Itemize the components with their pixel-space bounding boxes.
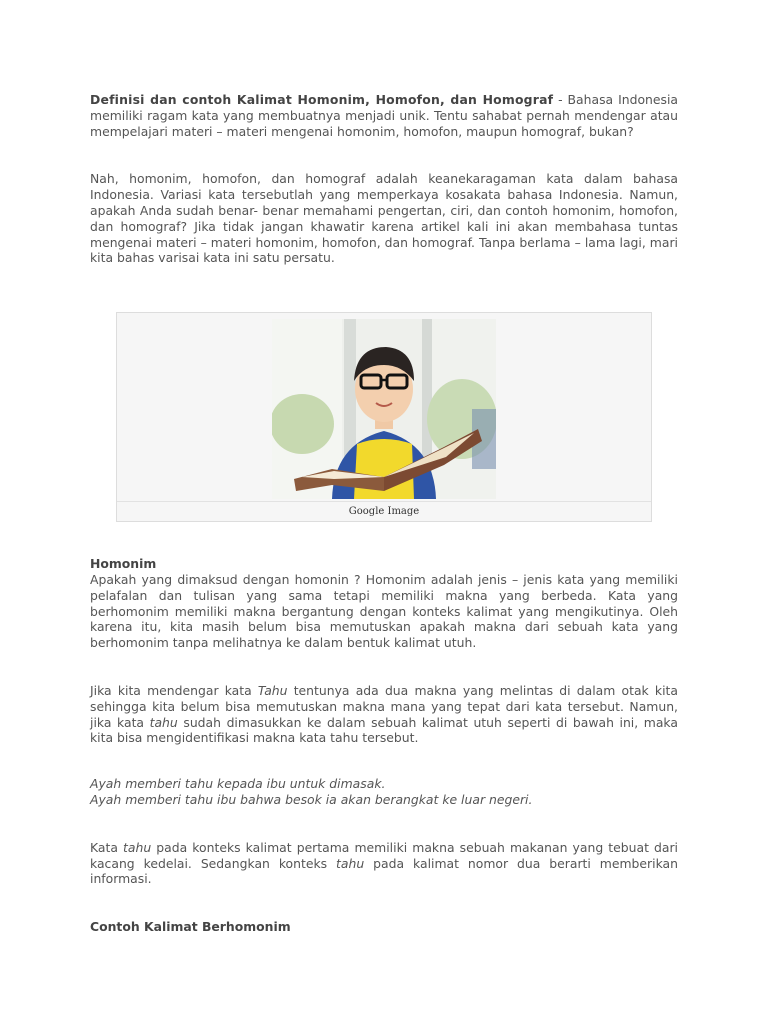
text-run: pada konteks kalimat pertama memiliki makna sebuah makanan yang tebuat dari kacang kedelai. Sedangkan konteks bbox=[90, 839, 679, 871]
text-run: tentunya ada dua makna yang melintas di dalam otak kita sehingga kita belum bisa memutuskan makna mana yang tepat dari kata tersebut. Namun, jika kata bbox=[90, 682, 678, 730]
section-heading-contoh: Contoh Kalimat Berhomonim bbox=[90, 919, 291, 935]
figure-caption: Google Image bbox=[117, 501, 651, 521]
article-body bbox=[90, 92, 678, 266]
text-run: sudah dimasukkan ke dalam sebuah kalimat utuh seperti di bawah ini, maka kita bisa mengidentifikasi makna kata tahu tersebut. bbox=[90, 714, 678, 746]
example-sentence-1 bbox=[90, 776, 678, 792]
paragraph-konteks bbox=[90, 840, 678, 887]
article-title: Definisi dan contoh Kalimat Homonim, Homofon, dan Homograf bbox=[90, 92, 554, 107]
text-italic: tahu bbox=[336, 855, 365, 871]
intro-paragraph bbox=[90, 92, 678, 139]
paragraph-variasi: Nah, homonim, homofon, dan homograf adalah keanekaragaman kata dalam bahasa Indonesia. Variasi kata tersebutlah yang memperkaya kosakata bahasa Indonesia. Namun, apakah Anda sudah benar- benar memahami pengertan, ciri, dan contoh homonim, homofon, dan homograf? Jika tidak jangan khawatir karena artikel kali ini akan membahasa tuntas mengenai materi – materi homonim, homofon, dan homograf. Tanpa berlama – lama lagi, mari kita bahas varisai kata ini satu persatu. bbox=[90, 171, 678, 266]
text-italic: Tahu bbox=[257, 682, 288, 698]
text-run: Jika kita mendengar kata bbox=[90, 682, 258, 698]
paragraph-tahu bbox=[90, 683, 678, 746]
boy-reading-book-image bbox=[272, 319, 496, 499]
article-body-continued bbox=[90, 556, 678, 935]
text-italic: tahu bbox=[123, 839, 152, 855]
text-run: Kata bbox=[90, 839, 124, 855]
example-sentence-2 bbox=[90, 792, 678, 808]
example-text: Ayah memberi tahu ibu bahwa besok ia akan berangkat ke luar negeri. bbox=[90, 791, 533, 807]
paragraph-homonim: Apakah yang dimaksud dengan homonin ? Homonim adalah jenis – jenis kata yang memiliki pelafalan dan tulisan yang sama tetapi memiliki makna yang berbeda. Kata yang berhomonim memiliki makna bergantung dengan konteks kalimat yang mengikutinya. Oleh karena itu, kita masih belum bisa memutuskan apakah makna dari sebuah kata yang berhomonim tanpa melihatnya ke dalam bentuk kalimat utuh. bbox=[90, 572, 678, 651]
text-run: pada kalimat nomor dua berarti memberikan informasi. bbox=[90, 855, 678, 887]
figure bbox=[116, 312, 652, 522]
example-text: Ayah memberi tahu kepada ibu untuk dimasak. bbox=[90, 776, 386, 792]
intro-text: - Bahasa Indonesia memiliki ragam kata yang membuatnya menjadi unik. Tentu sahabat pernah mendengar atau mempelajari materi – materi mengenai homonim, homofon, maupun homograf, bukan? bbox=[90, 92, 678, 139]
text-italic: tahu bbox=[149, 714, 178, 730]
section-heading-homonim: Homonim bbox=[90, 556, 157, 571]
